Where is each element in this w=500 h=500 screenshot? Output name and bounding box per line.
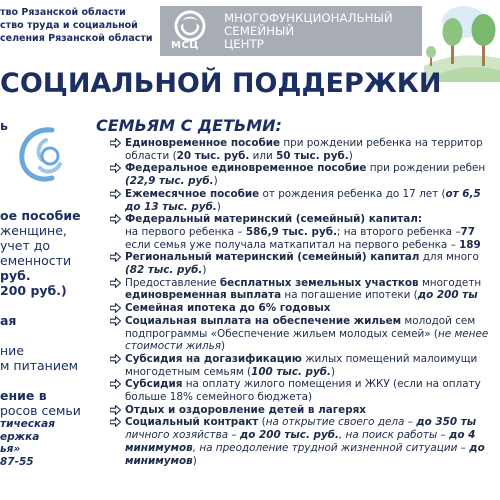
- text-run: больше 18% семейного бюджета): [125, 391, 313, 404]
- text-run: минимумов: [125, 454, 193, 467]
- logo-text-line: ЦЕНТР: [224, 37, 264, 51]
- text-run: области (: [125, 149, 177, 162]
- page-title: СОЦИАЛЬНОЙ ПОДДЕРЖКИ: [0, 68, 442, 99]
- benefit-text-line: [125, 213, 500, 226]
- benefit-text-line: [125, 416, 500, 429]
- text-run: (: [258, 416, 266, 429]
- benefit-item: [108, 404, 500, 417]
- text-run: на открытие своего дела –: [265, 416, 417, 429]
- text-run: ): [348, 149, 353, 162]
- text-run: Социальная выплата на обеспечение жильем: [125, 314, 402, 327]
- benefit-item: [108, 251, 500, 276]
- left-line: учет до: [0, 238, 51, 253]
- benefit-text-line: [125, 239, 500, 252]
- benefits-list: [108, 137, 500, 467]
- text-run: 77: [460, 225, 475, 238]
- arrow-bullet-icon: [110, 163, 121, 173]
- benefit-text-line: [125, 366, 500, 379]
- arrow-bullet-icon: [110, 417, 121, 427]
- left-line: ья»: [0, 443, 21, 455]
- left-line: женщине,: [0, 223, 67, 238]
- text-run: (22,9 тыс. руб.: [125, 175, 214, 188]
- arrow-bullet-icon: [110, 354, 121, 364]
- logo-abbreviation: МСЦ: [171, 40, 200, 51]
- benefit-item: [108, 137, 500, 162]
- benefit-text-line: [125, 162, 500, 175]
- left-line: ая: [0, 313, 17, 328]
- left-line: [0, 373, 112, 388]
- benefit-text-line: [125, 226, 500, 239]
- ministry-line: тво Рязанской области: [0, 7, 126, 18]
- benefit-text-line: [125, 353, 500, 366]
- left-line: ержка: [0, 430, 40, 443]
- text-run: или: [249, 149, 277, 162]
- text-run: 20 тыс. руб.: [176, 149, 250, 162]
- benefit-text-line: [125, 264, 500, 277]
- text-run: , на преодоление трудной жизненной ситуации –: [192, 441, 470, 454]
- text-run: ): [192, 454, 197, 467]
- text-run: Федеральное единовременное пособие: [125, 162, 367, 175]
- benefit-item: [108, 213, 500, 251]
- benefit-item: [108, 277, 500, 302]
- text-run: молодой сем: [401, 314, 476, 327]
- text-run: 100 тыс. руб.: [251, 365, 331, 378]
- left-line: [0, 193, 112, 208]
- benefit-item: [108, 188, 500, 213]
- benefit-item: [108, 162, 500, 187]
- text-run: от 6,5: [445, 187, 481, 200]
- benefit-item: [108, 416, 500, 467]
- benefit-text-line: [125, 429, 500, 442]
- arrow-bullet-icon: [110, 252, 121, 262]
- left-line: [0, 298, 112, 313]
- benefit-text-line: [125, 175, 500, 188]
- left-line: тическая: [0, 418, 55, 430]
- benefit-item: [108, 315, 500, 353]
- arrow-bullet-icon: [110, 316, 121, 326]
- benefit-text-line: [125, 404, 500, 417]
- logo-text-line: МНОГОФУНКЦИОНАЛЬНЫЙ: [224, 11, 393, 25]
- text-run: , на поиск работы –: [338, 429, 449, 442]
- text-run: личного хозяйства –: [125, 429, 240, 442]
- left-line: ние: [0, 343, 24, 358]
- text-run: единовременная выплата: [125, 289, 282, 302]
- benefit-item: [108, 353, 500, 378]
- text-run: до 4: [448, 429, 476, 442]
- benefit-text-line: [125, 277, 500, 290]
- text-run: до 350 ты: [416, 416, 477, 429]
- benefit-text-line: [125, 391, 500, 404]
- text-run: Региональный материнский (семейный) капитал: [125, 251, 420, 264]
- left-line: 87-55: [0, 455, 34, 468]
- left-line: ое пособие: [0, 208, 81, 223]
- arrow-bullet-icon: [110, 379, 121, 389]
- text-run: Субсидия: [125, 378, 183, 391]
- text-run: при рождении ребенка на территор: [280, 137, 483, 149]
- text-run: многодетн: [418, 276, 482, 289]
- arrow-bullet-icon: [110, 214, 121, 224]
- text-run: при рождении ребен: [366, 162, 486, 175]
- text-run: бесплатных земельных участков: [219, 276, 419, 289]
- text-run: для много: [419, 251, 479, 264]
- benefit-text-line: [125, 201, 500, 214]
- text-run: на оплату жилого помещения и ЖКУ (если на оплату: [182, 378, 481, 391]
- left-line: [0, 328, 112, 343]
- arrow-bullet-icon: [110, 189, 121, 199]
- text-run: Отдых и оздоровление детей в лагерях: [125, 403, 367, 416]
- benefit-item: [108, 378, 500, 403]
- left-line: руб.: [0, 268, 31, 283]
- text-run: Социальный контракт: [125, 416, 259, 429]
- benefit-text-line: [125, 328, 500, 341]
- arrow-bullet-icon: [110, 138, 121, 148]
- text-run: Единовременное пособие: [125, 137, 281, 149]
- text-run: (82 тыс. руб.: [125, 264, 203, 277]
- text-run: если семья уже получала маткапитал на первого ребенка –: [125, 238, 460, 251]
- left-line: ь: [0, 118, 8, 133]
- mfc-logo-banner: [160, 6, 422, 56]
- section-title: СЕМЬЯМ С ДЕТЬМИ:: [96, 116, 282, 135]
- text-run: жилых помещений малоимущи: [301, 352, 478, 365]
- benefit-text-line: [125, 251, 500, 264]
- benefit-text-line: [125, 378, 500, 391]
- text-run: Семейная ипотека до 6% годовых: [125, 302, 331, 315]
- benefit-text-line: [125, 442, 500, 455]
- text-run: 50 тыс. руб.: [276, 149, 349, 162]
- text-run: от рождения ребенка до 17 лет (: [259, 187, 446, 200]
- text-run: Ежемесячное пособие: [125, 187, 260, 200]
- text-run: подпрограммы «Обеспечение жильем молодых семей» (: [125, 327, 438, 340]
- text-run: ): [221, 340, 226, 353]
- text-run: ): [213, 175, 218, 188]
- text-run: на первого ребенка –: [125, 225, 246, 238]
- benefit-text-line: [125, 302, 500, 315]
- text-run: ; на второго ребенка –: [336, 225, 461, 238]
- mother-child-icon: [12, 124, 74, 186]
- text-run: не менее: [437, 327, 489, 340]
- text-run: стоимости жилья: [125, 340, 222, 353]
- benefit-text-line: [125, 289, 500, 302]
- ministry-header: [0, 6, 160, 45]
- text-run: ): [202, 264, 207, 277]
- text-run: многодетным семьям (: [125, 365, 252, 378]
- text-run: до 200 ты: [417, 289, 478, 302]
- text-run: минимумов: [125, 441, 193, 454]
- text-run: 189: [459, 238, 481, 251]
- logo-text: [224, 12, 393, 51]
- arrow-bullet-icon: [110, 278, 121, 288]
- benefit-text-line: [125, 188, 500, 201]
- text-run: ): [330, 365, 336, 378]
- arrow-bullet-icon: [110, 405, 121, 415]
- text-run: 586,9 тыс. руб.: [245, 225, 337, 238]
- left-line: росов семьи: [0, 403, 81, 418]
- left-line: ение в: [0, 388, 47, 403]
- left-line: еменности: [0, 253, 72, 268]
- benefit-text-line: [125, 315, 500, 328]
- text-run: ): [216, 200, 221, 213]
- benefit-text-line: [125, 150, 500, 163]
- benefit-item: [108, 302, 500, 315]
- ministry-line: ство труда и социальной: [0, 20, 138, 31]
- left-line: м питанием: [0, 358, 79, 373]
- text-run: Федеральный материнский (семейный) капитал:: [125, 213, 423, 226]
- benefit-text-line: [125, 340, 500, 353]
- ministry-line: селения Рязанской области: [0, 33, 153, 44]
- left-line: 200 руб.): [0, 283, 67, 298]
- text-run: на погашение ипотеки (: [281, 289, 418, 302]
- text-run: до 13 тыс. руб.: [125, 200, 217, 213]
- benefit-text-line: [125, 455, 500, 468]
- benefit-text-line: [125, 137, 500, 150]
- text-run: до: [469, 441, 485, 454]
- text-run: Предоставление: [125, 276, 220, 289]
- text-run: Субсидия на догазификацию: [125, 352, 302, 365]
- arrow-bullet-icon: [110, 303, 121, 313]
- text-run: до 200 тыс. руб.: [239, 429, 339, 442]
- logo-text-line: СЕМЕЙНЫЙ: [224, 24, 295, 38]
